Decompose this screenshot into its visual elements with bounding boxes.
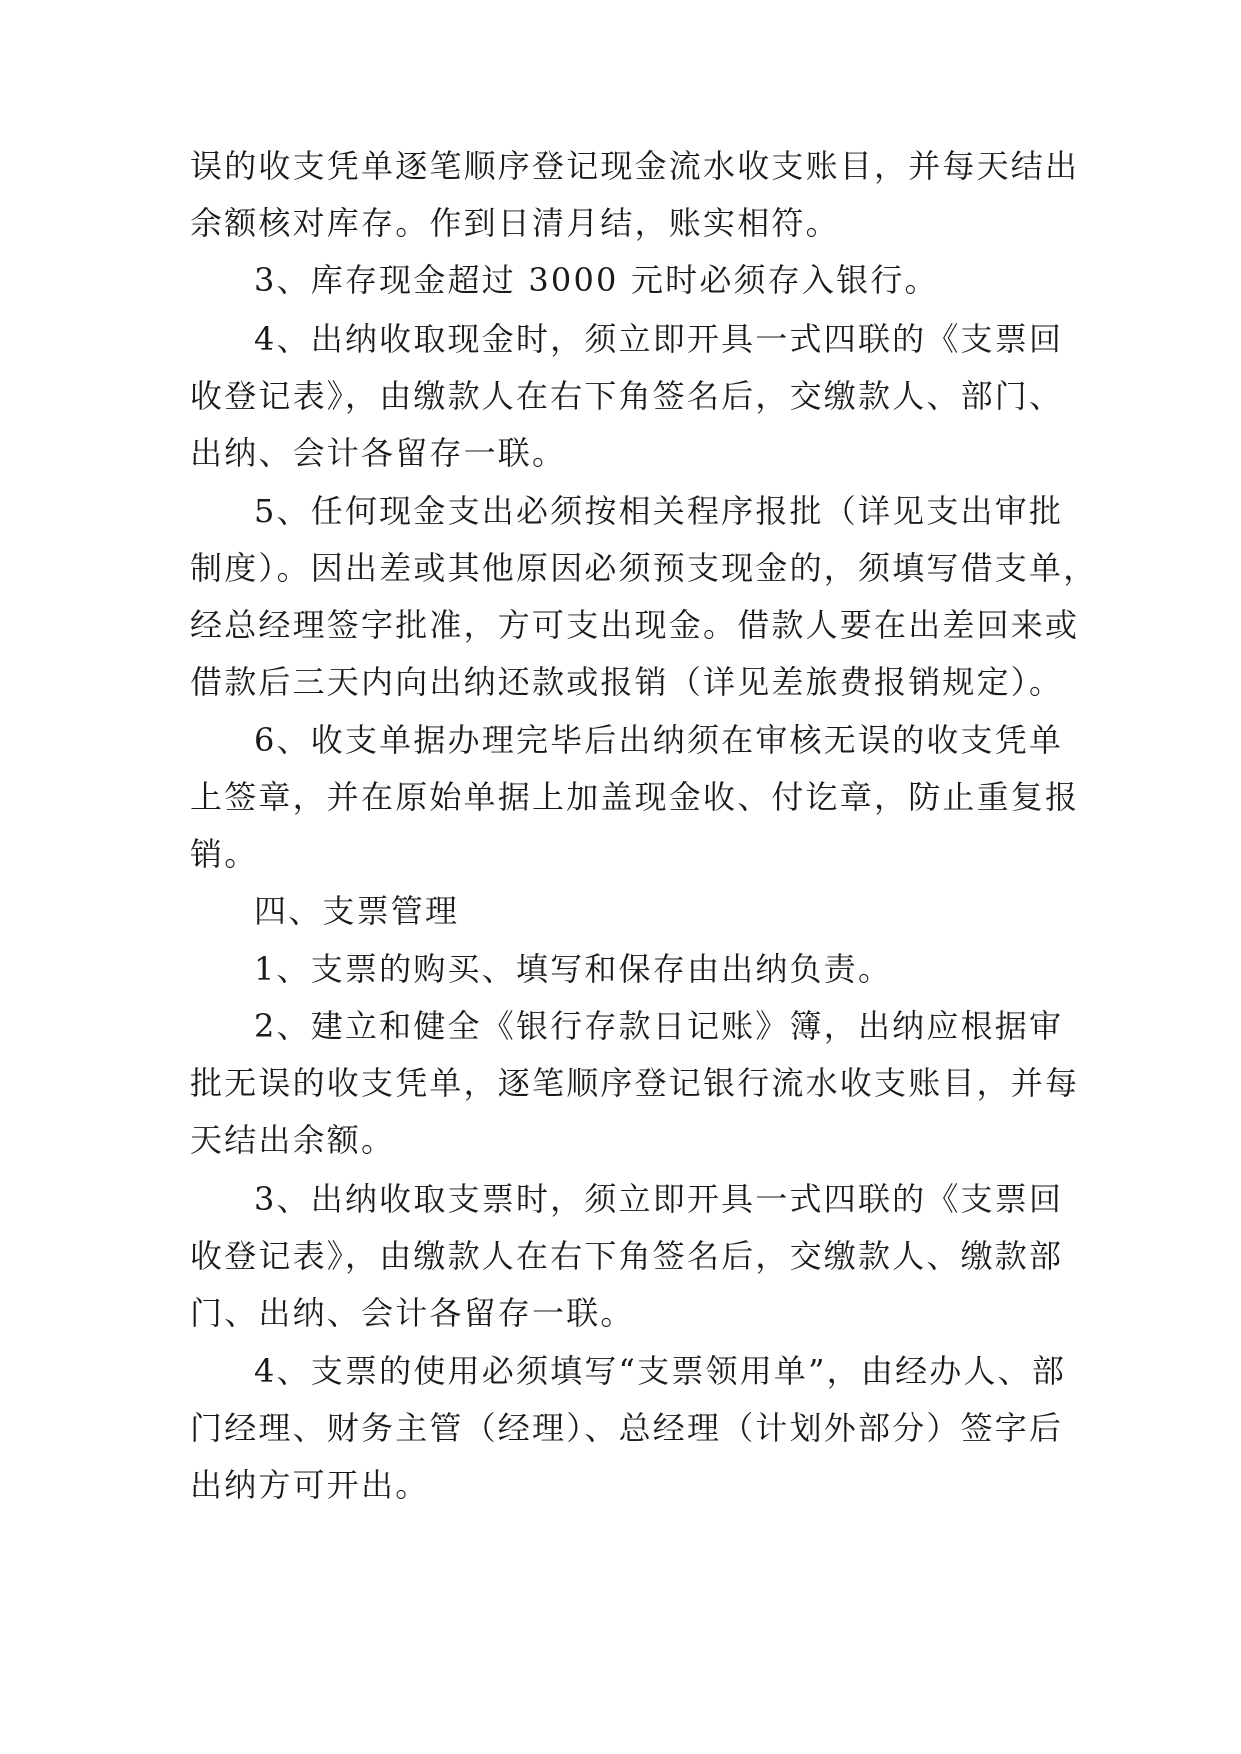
paragraph-line: 经总经理签字批准，方可支出现金。借款人要在出差回来或 bbox=[190, 606, 1080, 644]
paragraph-line: 门、出纳、会计各留存一联。 bbox=[190, 1294, 635, 1332]
paragraph-line: 3、出纳收取支票时，须立即开具一式四联的《支票回 bbox=[254, 1180, 1064, 1218]
paragraph-line: 借款后三天内向出纳还款或报销（详见差旅费报销规定）。 bbox=[190, 663, 1064, 701]
section-heading: 四、支票管理 bbox=[254, 892, 460, 930]
paragraph-line: 余额核对库存。作到日清月结，账实相符。 bbox=[190, 204, 840, 242]
paragraph-line: 5、任何现金支出必须按相关程序报批（详见支出审批 bbox=[254, 492, 1064, 530]
paragraph-line: 销。 bbox=[190, 835, 259, 873]
paragraph-line: 3、库存现金超过 3000 元时必须存入银行。 bbox=[254, 261, 939, 299]
paragraph-line: 收登记表》，由缴款人在右下角签名后，交缴款人、缴款部 bbox=[190, 1237, 1064, 1275]
paragraph-line: 误的收支凭单逐笔顺序登记现金流水收支账目，并每天结出 bbox=[190, 147, 1080, 185]
paragraph-line: 门经理、财务主管（经理）、总经理（计划外部分）签字后 bbox=[190, 1409, 1064, 1447]
paragraph-line: 出纳、会计各留存一联。 bbox=[190, 434, 567, 472]
paragraph-line: 出纳方可开出。 bbox=[190, 1466, 430, 1504]
paragraph-line: 上签章，并在原始单据上加盖现金收、付讫章，防止重复报 bbox=[190, 778, 1080, 816]
paragraph-line: 6、收支单据办理完毕后出纳须在审核无误的收支凭单 bbox=[254, 721, 1064, 759]
paragraph-line: 批无误的收支凭单，逐笔顺序登记银行流水收支账目，并每 bbox=[190, 1064, 1080, 1102]
paragraph-line: 收登记表》，由缴款人在右下角签名后，交缴款人、部门、 bbox=[190, 377, 1064, 415]
paragraph-line: 4、出纳收取现金时，须立即开具一式四联的《支票回 bbox=[254, 320, 1064, 358]
paragraph-line: 天结出余额。 bbox=[190, 1121, 396, 1159]
paragraph-line: 1、支票的购买、填写和保存由出纳负责。 bbox=[254, 950, 893, 988]
paragraph-line: 2、建立和健全《银行存款日记账》簿，出纳应根据审 bbox=[254, 1007, 1064, 1045]
paragraph-line: 制度）。因出差或其他原因必须预支现金的，须填写借支单， bbox=[190, 549, 1098, 587]
paragraph-line: 4、支票的使用必须填写“支票领用单”，由经办人、部 bbox=[254, 1352, 1067, 1390]
